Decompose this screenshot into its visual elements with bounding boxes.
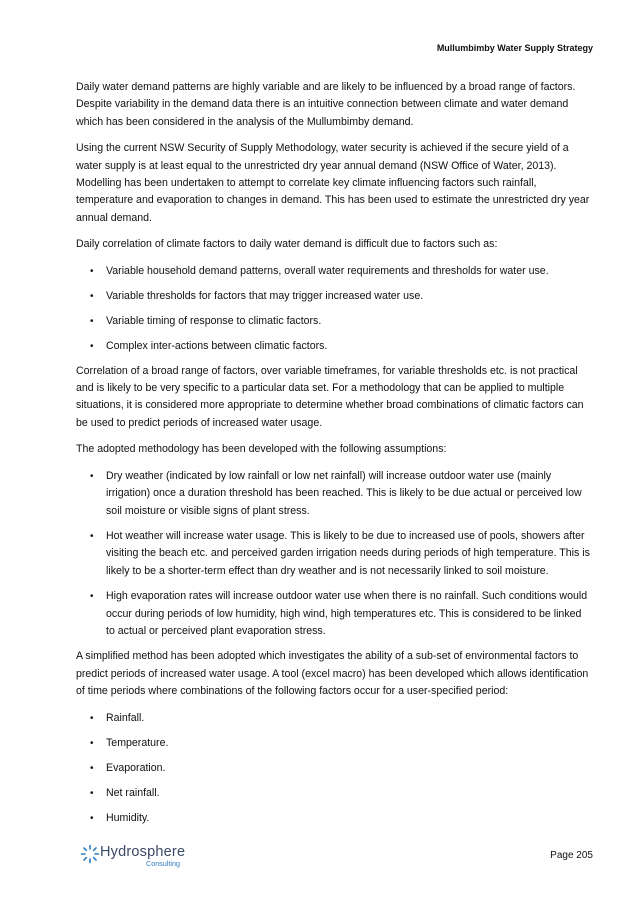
document-header-title: Mullumbimby Water Supply Strategy [436, 43, 593, 53]
list-item-text: Evaporation. [106, 761, 166, 774]
logo-wordmark: Hydrosphere [100, 844, 186, 860]
page-number: Page 205 [550, 850, 593, 861]
paragraph: Using the current NSW Security of Supply Methodology, water security is achieved if the secure yield of a water supply is at least equal to the unrestricted dry year annual demand (NSW Office of Water, 2013). Modelling has been undertaken to attempt to correlate key climate influencing factors such rainfall, temperature and evaporation to changes in demand. This has been used to estimate the unrestricted dry year annual demand. [76, 142, 590, 224]
list-item [76, 735, 590, 752]
bullet-icon: • [90, 290, 94, 302]
bullet-icon: • [90, 762, 94, 774]
company-logo [80, 843, 210, 869]
bullet-icon: • [90, 591, 94, 603]
list-item [76, 338, 590, 355]
list-item [76, 528, 590, 580]
list-item [76, 760, 590, 777]
bullet-icon: • [90, 812, 94, 824]
bullet-icon: • [90, 737, 94, 749]
bullet-icon: • [90, 340, 94, 352]
list-item-text: Variable thresholds for factors that may trigger increased water use. [106, 289, 424, 302]
list-item-text: Net rainfall. [106, 786, 160, 799]
document-body [76, 79, 590, 835]
list-item [76, 288, 590, 305]
list-item-text: Hot weather will increase water usage. This is likely to be due to increased use of pools, showers after visiting the beach etc. and perceived garden irrigation needs during periods of high temperature. This is likely to be a shorter-term effect than dry weather and is not necessarily linked to soil moisture. [106, 529, 590, 577]
bullet-icon: • [90, 787, 94, 799]
bullet-icon: • [90, 712, 94, 724]
bullet-icon: • [90, 265, 94, 277]
list-item [76, 263, 590, 280]
paragraph: The adopted methodology has been developed with the following assumptions: [76, 443, 447, 456]
list-item [76, 785, 590, 802]
list-item-text: Rainfall. [106, 711, 145, 724]
list-item-text: Humidity. [106, 811, 150, 824]
list-item-text: Variable timing of response to climatic factors. [106, 314, 322, 327]
list-item-text: Variable household demand patterns, overall water requirements and thresholds for water use. [106, 264, 549, 277]
list-item [76, 588, 590, 640]
paragraph: A simplified method has been adopted which investigates the ability of a sub-set of environmental factors to predict periods of increased water usage. A tool (excel macro) has been developed which allows identification of time periods where combinations of the following factors occur for a user-specified period: [76, 650, 589, 698]
bullet-list-assumptions [76, 468, 590, 641]
list-item [76, 468, 590, 520]
list-item [76, 810, 590, 827]
paragraph: Daily water demand patterns are highly variable and are likely to be influenced by a broad range of factors. Despite variability in the demand data there is an intuitive connection between climate and water demand which has been considered in the analysis of the Mullumbimby demand. [76, 81, 576, 128]
list-item-text: High evaporation rates will increase outdoor water use when there is no rainfall. Such conditions would occur during periods of low humidity, high wind, high temperatures etc. This is considered to be linked to actual or perceived plant evaporation stress. [106, 590, 588, 637]
logo-sun-icon [80, 844, 100, 864]
logo-subtitle: Consulting [146, 859, 180, 868]
paragraph: Correlation of a broad range of factors, over variable timeframes, for variable thresholds etc. is not practical and is likely to be very specific to a particular data set. For a methodology that can be applied to multiple situations, it is considered more appropriate to determine whether broad combinations of climatic factors can be used to predict periods of increased water usage. [76, 364, 584, 429]
paragraph: Daily correlation of climate factors to daily water demand is difficult due to factors such as: [76, 238, 498, 251]
list-item [76, 710, 590, 727]
bullet-icon: • [90, 315, 94, 327]
list-item-text: Temperature. [106, 736, 169, 749]
bullet-icon: • [90, 530, 94, 542]
list-item-text: Dry weather (indicated by low rainfall or low net rainfall) will increase outdoor water use (mainly irrigation) once a duration threshold has been reached. This is likely to be due actual or perceived low soil moisture or visible signs of plant stress. [106, 469, 582, 517]
list-item-text: Complex inter-actions between climatic factors. [106, 339, 328, 352]
bullet-icon: • [90, 470, 94, 482]
bullet-list-factors [76, 263, 590, 355]
list-item [76, 313, 590, 330]
bullet-list-environmental-factors [76, 710, 590, 827]
